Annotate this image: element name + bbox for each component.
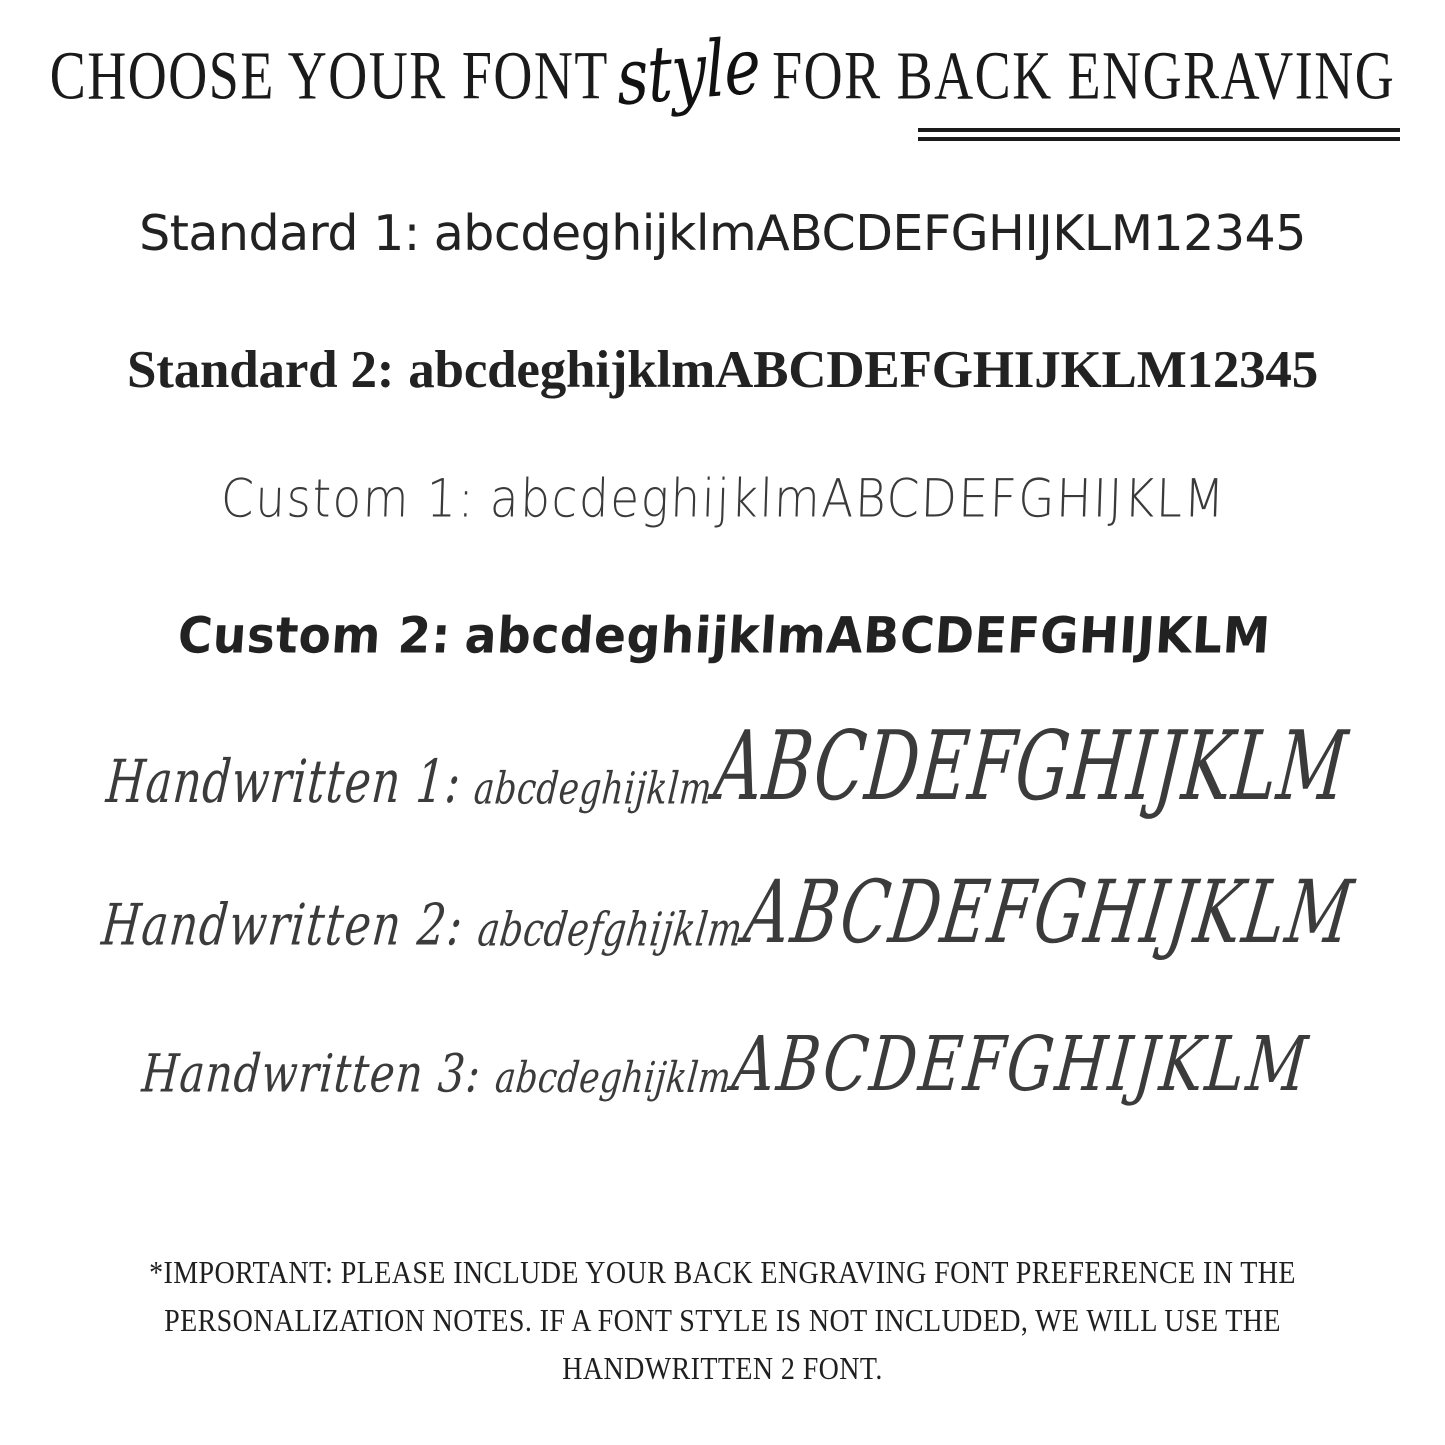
note-line-1: *IMPORTANT: PLEASE INCLUDE YOUR BACK ENGRAVING FONT PREFERENCE IN THE xyxy=(149,1255,1296,1292)
note-line-3: HANDWRITTEN 2 FONT. xyxy=(562,1351,883,1388)
font-sample-glyphs: abcdeghijklmABCDEFGHIJKLM xyxy=(488,468,1227,530)
font-sample-label: Custom 1: xyxy=(220,468,477,530)
font-sample-standard-1[interactable] xyxy=(0,205,1445,340)
font-sample-glyphs: abcdeghijklmABCDEFGHIJKLM xyxy=(463,606,1273,665)
font-sample-standard-2[interactable] xyxy=(0,340,1445,475)
font-sample-list xyxy=(0,205,1445,1180)
title-script-word: style xyxy=(613,19,762,124)
title-part-two: FOR BACK ENGRAVING xyxy=(772,36,1396,114)
font-sample-handwritten-3[interactable] xyxy=(0,1019,1445,1180)
underline-rule-top xyxy=(918,128,1400,132)
page-title xyxy=(0,19,1445,164)
font-sample-label: Handwritten 3: xyxy=(140,1042,484,1104)
font-sample-label: Standard 1: xyxy=(139,205,420,262)
font-sample-glyphs-lowercase: abcdeghijklm xyxy=(472,763,715,815)
note-line-2: PERSONALIZATION NOTES. IF A FONT STYLE IS NOT INCLUDED, WE WILL USE THE xyxy=(164,1303,1281,1340)
font-sample-custom-1[interactable] xyxy=(0,468,1445,610)
important-note xyxy=(133,1250,1313,1394)
font-sample-glyphs-uppercase: ABCDEFGHIJKLM xyxy=(738,860,1360,963)
font-sample-glyphs-lowercase: abcdefghijklm xyxy=(474,903,746,957)
font-sample-label: Standard 2: xyxy=(126,341,395,399)
font-sample-label: Custom 2: xyxy=(176,606,454,665)
underline-rule-bottom xyxy=(918,137,1400,141)
font-sample-handwritten-2[interactable] xyxy=(0,860,1445,1040)
important-note-text xyxy=(133,1250,1313,1394)
font-sample-label: Handwritten 2: xyxy=(99,892,468,959)
font-sample-label: Handwritten 1: xyxy=(103,748,464,817)
font-sample-glyphs: abcdeghijklmABCDEFGHIJKLM12345 xyxy=(408,341,1319,399)
page-title-inner xyxy=(49,19,1396,124)
font-sample-glyphs-uppercase: ABCDEFGHIJKLM xyxy=(728,1019,1313,1108)
title-part-one: CHOOSE YOUR FONT xyxy=(49,36,609,114)
title-double-underline xyxy=(918,128,1400,141)
font-sample-glyphs: abcdeghijklmABCDEFGHIJKLM12345 xyxy=(433,205,1306,262)
font-sample-glyphs-lowercase: abcdeghijklm xyxy=(493,1053,734,1103)
font-sample-glyphs-uppercase: ABCDEFGHIJKLM xyxy=(709,710,1353,822)
